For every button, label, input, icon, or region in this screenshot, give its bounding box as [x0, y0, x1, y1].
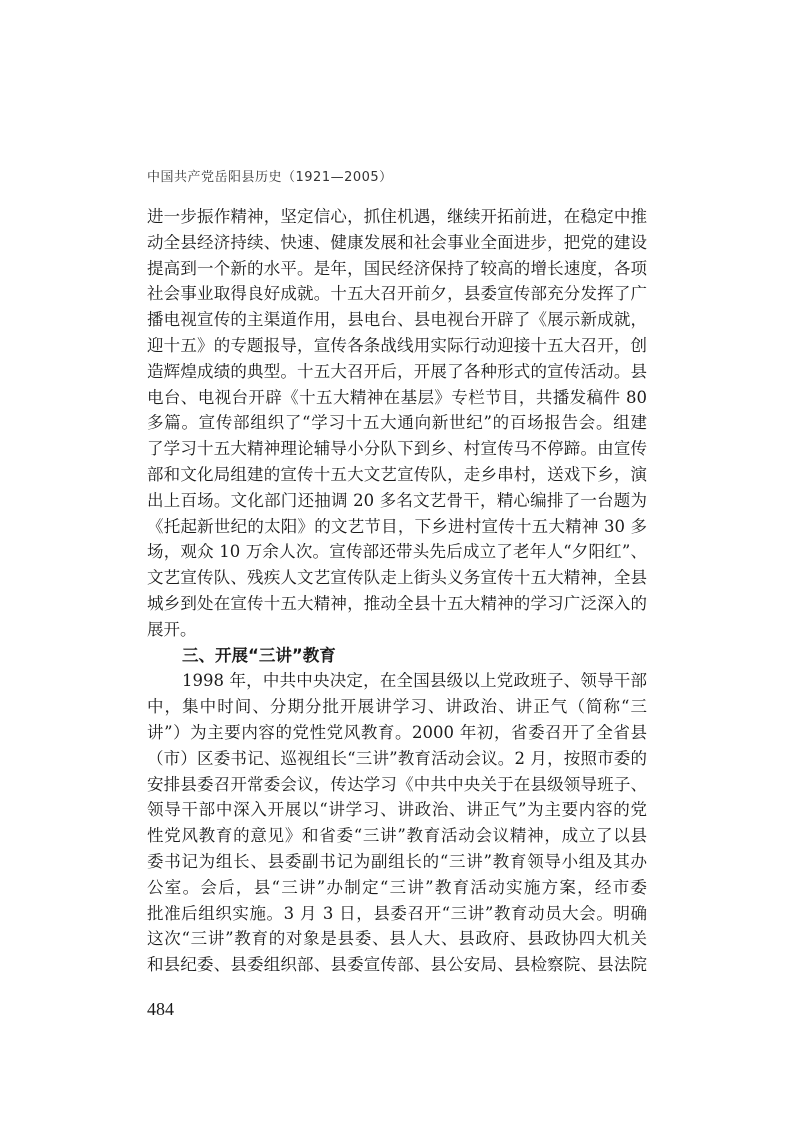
text-line: 委书记为组长、县委副书记为副组长的“三讲”教育领导小组及其办 [147, 852, 647, 871]
text-line: （市）区委书记、巡视组长“三讲”教育活动会议。2 月，按照市委的 [147, 749, 647, 768]
text-line: 播电视宣传的主渠道作用，县电台、县电视台开辟了《展示新成就， [147, 310, 647, 329]
text-line: 出上百场。文化部门还抽调 20 多名文艺骨干，精心编排了一台题为 [147, 491, 647, 510]
text-line: 电台、电视台开辟《十五大精神在基层》专栏节目，共播发稿件 80 [147, 388, 647, 407]
text-line: 多篇。宣传部组织了“学习十五大通向新世纪”的百场报告会。组建 [147, 413, 647, 432]
page-number: 484 [147, 999, 174, 1019]
text-line: 性党风教育的意见》和省委“三讲”教育活动会议精神，成立了以县 [147, 826, 647, 845]
text-line: 迎十五》的专题报导，宣传各条战线用实际行动迎接十五大召开，创 [147, 336, 647, 355]
text-line: 场，观众 10 万余人次。宣传部还带头先后成立了老年人“夕阳红”、 [147, 542, 647, 561]
text-line: 展开。 [147, 620, 197, 639]
text-line: 《托起新世纪的太阳》的文艺节目，下乡进村宣传十五大精神 30 多 [147, 517, 647, 536]
text-line: 领导干部中深入开展以“讲学习、讲政治、讲正气”为主要内容的党 [147, 800, 647, 819]
text-line: 造辉煌成绩的典型。十五大召开后，开展了各种形式的宣传活动。县 [147, 362, 647, 381]
running-header: 中国共产党岳阳县历史（1921—2005） [147, 170, 393, 185]
text-line: 和县纪委、县委组织部、县委宣传部、县公安局、县检察院、县法院 [147, 955, 647, 974]
text-line: 中，集中时间、分期分批开展讲学习、讲政治、讲正气（简称“三 [147, 697, 647, 716]
text-line: 1998 年，中共中央决定，在全国县级以上党政班子、领导干部 [182, 671, 647, 690]
text-line: 进一步振作精神，坚定信心，抓住机遇，继续开拓前进，在稳定中推 [147, 207, 647, 226]
text-line: 部和文化局组建的宣传十五大文艺宣传队，走乡串村，送戏下乡，演 [147, 465, 647, 484]
section-heading: 三、开展“三讲”教育 [182, 646, 336, 665]
text-line: 批准后组织实施。3 月 3 日，县委召开“三讲”教育动员大会。明确 [147, 904, 647, 923]
text-line: 讲”）为主要内容的党性党风教育。2000 年初，省委召开了全省县 [147, 723, 647, 742]
text-line: 社会事业取得良好成就。十五大召开前夕，县委宣传部充分发挥了广 [147, 284, 647, 303]
text-line: 城乡到处在宣传十五大精神，推动全县十五大精神的学习广泛深入的 [147, 594, 647, 613]
text-line: 这次“三讲”教育的对象是县委、县人大、县政府、县政协四大机关 [147, 929, 647, 948]
text-line: 提高到一个新的水平。是年，国民经济保持了较高的增长速度，各项 [147, 259, 647, 278]
text-line: 动全县经济持续、快速、健康发展和社会事业全面进步，把党的建设 [147, 233, 647, 252]
text-line: 了学习十五大精神理论辅导小分队下到乡、村宣传马不停蹄。由宣传 [147, 439, 647, 458]
text-line: 文艺宣传队、残疾人文艺宣传队走上街头义务宣传十五大精神，全县 [147, 568, 647, 587]
text-line: 公室。会后，县“三讲”办制定“三讲”教育活动实施方案，经市委 [147, 878, 647, 897]
text-line: 安排县委召开常委会议，传达学习《中共中央关于在县级领导班子、 [147, 775, 647, 794]
